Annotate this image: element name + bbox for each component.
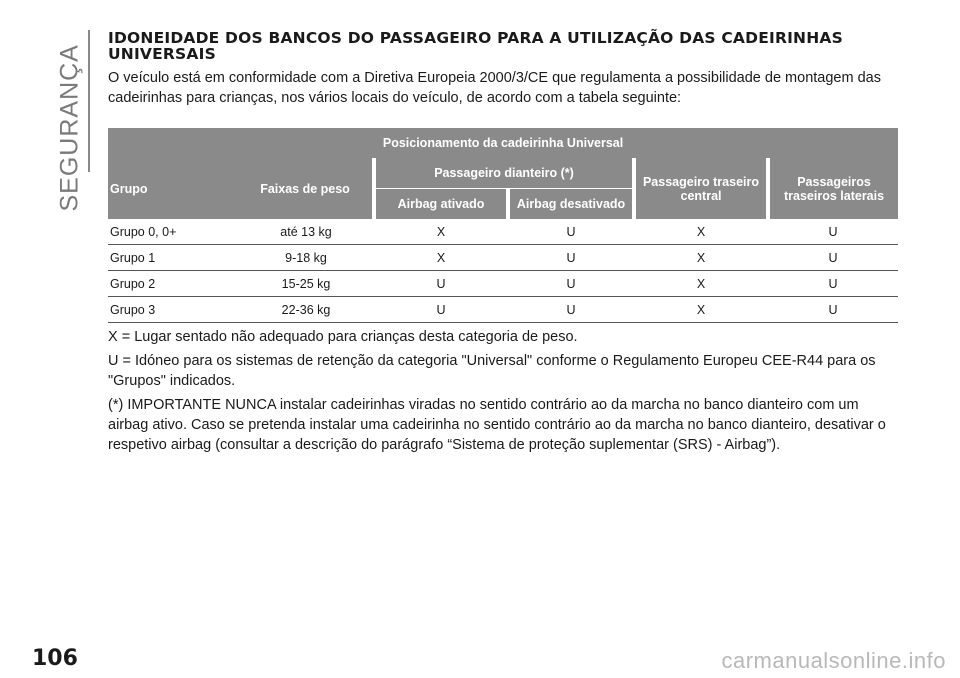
cell-airbag-on: X [374, 245, 508, 271]
cell-group: Grupo 3 [108, 297, 238, 323]
watermark: carmanualsonline.info [721, 648, 946, 673]
page-number: 106 [32, 646, 78, 671]
cell-rear-sides: U [768, 297, 898, 323]
cell-airbag-off: U [508, 297, 634, 323]
cell-weight: 22-36 kg [238, 297, 374, 323]
table-title: Posicionamento da cadeirinha Universal [108, 128, 898, 158]
cell-rear-center: X [634, 245, 768, 271]
cell-group: Grupo 0, 0+ [108, 219, 238, 245]
note-important-warning: (*) IMPORTANTE NUNCA instalar cadeirinhas viradas no sentido contrário ao da marcha no banco dianteiro com um airbag ativo. Caso se pretenda instalar uma cadeirinha no sentido contrário ao da marcha no banco dianteiro, desativar o respetivo airbag (consultar a descrição do parágrafo “Sistema de proteção suplementar (SRS) - Airbag”). [108, 397, 886, 453]
header-group: Grupo [108, 158, 238, 219]
cell-group: Grupo 1 [108, 245, 238, 271]
table-row [108, 271, 898, 297]
section-divider [88, 30, 90, 172]
section-label: SEGURANÇA [55, 44, 84, 212]
cell-airbag-off: U [508, 271, 634, 297]
header-rear-center: Passageiro traseiro central [634, 158, 768, 219]
note-x-legend: X = Lugar sentado não adequado para crianças desta categoria de peso. [108, 329, 578, 345]
cell-airbag-on: X [374, 219, 508, 245]
cell-airbag-on: U [374, 297, 508, 323]
table-notes [108, 327, 898, 455]
cell-weight: 9-18 kg [238, 245, 374, 271]
cell-rear-center: X [634, 219, 768, 245]
table-row [108, 297, 898, 323]
cell-rear-sides: U [768, 245, 898, 271]
section-heading: IDONEIDADE DOS BANCOS DO PASSAGEIRO PARA A UTILIZAÇÃO DAS CADEIRINHAS UNIVERSAIS [108, 29, 843, 63]
header-airbag-on: Airbag ativado [374, 189, 508, 220]
cell-rear-center: X [634, 297, 768, 323]
cell-rear-center: X [634, 271, 768, 297]
cell-airbag-off: U [508, 219, 634, 245]
intro-paragraph: O veículo está em conformidade com a Diretiva Europeia 2000/3/CE que regulamenta a possibilidade de montagem das cadeirinhas para crianças, nos vários locais do veículo, de acordo com a tabela seguinte: [108, 70, 881, 106]
table-row [108, 245, 898, 271]
child-seat-table [108, 128, 898, 323]
header-rear-sides: Passageiros traseiros laterais [768, 158, 898, 219]
section-tab [55, 30, 85, 212]
cell-rear-sides: U [768, 271, 898, 297]
cell-weight: 15-25 kg [238, 271, 374, 297]
cell-airbag-on: U [374, 271, 508, 297]
header-weight: Faixas de peso [238, 158, 374, 219]
note-u-legend: U = Idóneo para os sistemas de retenção da categoria "Universal" conforme o Regulamento Europeu CEE-R44 para os "Grupos" indicados. [108, 353, 876, 389]
cell-weight: até 13 kg [238, 219, 374, 245]
cell-group: Grupo 2 [108, 271, 238, 297]
table-row [108, 219, 898, 245]
cell-airbag-off: U [508, 245, 634, 271]
page-content [108, 30, 898, 459]
cell-rear-sides: U [768, 219, 898, 245]
header-front-passenger: Passageiro dianteiro (*) [374, 158, 634, 189]
header-airbag-off: Airbag desativado [508, 189, 634, 220]
